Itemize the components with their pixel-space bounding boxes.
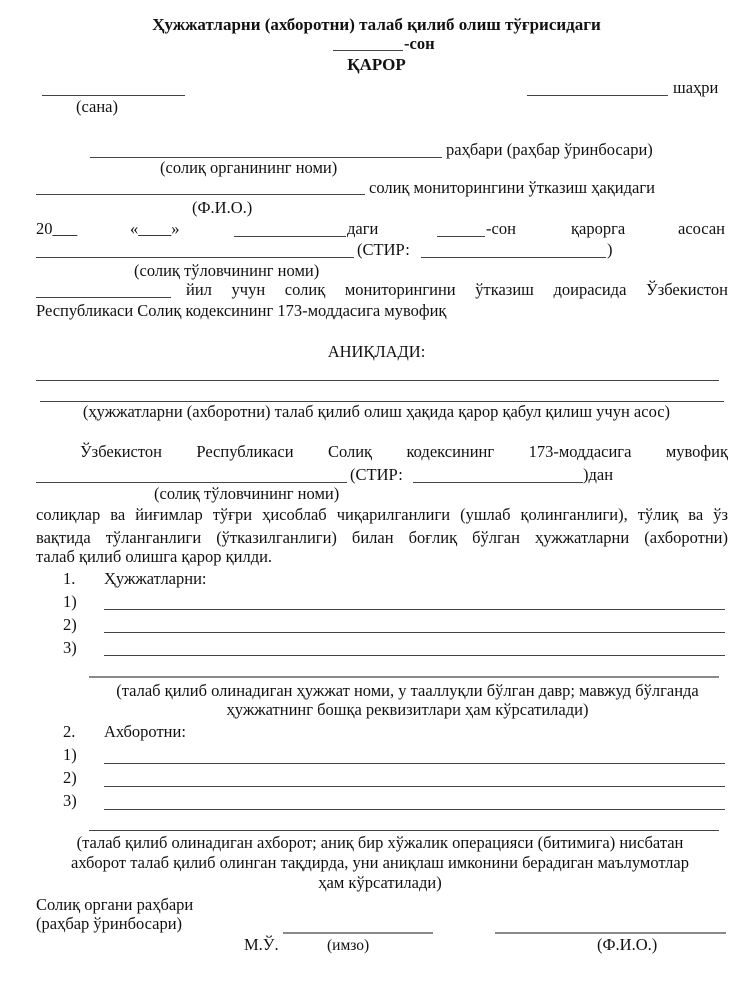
order-number-field[interactable] [437,236,485,237]
section-1-item-3-field[interactable] [104,655,725,656]
section-2-item-3-field[interactable] [104,809,725,810]
established-heading: АНИҚЛАДИ: [327,342,426,361]
section-2-item-3-label: 3) [63,791,77,810]
word: ўтказиш [475,280,534,299]
signature-caption: (имзо) [327,937,370,954]
taxpayer-caption: (солиқ тўловчининг номи) [134,261,320,280]
date-caption: (сана) [76,97,118,116]
section-2-item-2-label: 2) [63,768,77,787]
section-1-caption-2: ҳужжатнинг бошқа реквизитлари ҳам кўрсатилади) [226,700,589,719]
decision-stir-suffix: )дан [583,465,614,484]
body-text: вақтида тўланганлиги (ўтказилганлиги) билан боғлиқ бўлган ҳужжатларни (ахборотни) [36,528,728,547]
year-monitoring-line [186,282,728,299]
year-field[interactable]: 20___ [36,219,78,238]
section-2-title: Ахборотни: [104,722,186,741]
month-field[interactable] [234,236,346,237]
decision-number-suffix: -сон [404,34,435,53]
document-type-heading: ҚАРОР [347,55,406,74]
word: доирасида [553,280,627,299]
section-1-item-2-field[interactable] [104,632,725,633]
decision-taxpayer-caption: (солиқ тўловчининг номи) [154,484,340,503]
document-title: Ҳужжатларни (ахборотни) талаб қилиб олиш тўғрисидаги [152,15,601,34]
word: Республикаси [196,442,294,461]
seal-label: М.Ў. [244,935,279,954]
year-period-field[interactable] [36,297,171,298]
head-suffix: раҳбари (раҳбар ўринбосари) [446,140,653,159]
stir-field[interactable] [421,257,606,258]
monitoring-suffix: солиқ мониторингини ўтказиш ҳақидаги [369,178,655,197]
basis-line-1[interactable] [36,380,719,381]
decision-taxpayer-field[interactable] [36,482,347,483]
basis-caption: (ҳужжатларни (ахборотни) талаб қилиб олиш ҳақида қарор қабул қилиш учун асос) [82,402,671,421]
signer-fio-caption: (Ф.И.О.) [597,935,658,954]
section-2-item-1-label: 1) [63,745,77,764]
signer-role-line-2: (раҳбар ўринбосари) [36,914,183,933]
decision-word: қарорга [571,219,626,238]
section-2-caption-1: (талаб қилиб олинадиган ахборот; аниқ бир хўжалик операцияси (битимига) нисбатан [76,833,684,852]
section-1-item-2-label: 2) [63,615,77,634]
section-2-extra-line[interactable] [89,830,719,831]
signer-role-line-1: Солиқ органи раҳбари [36,895,194,914]
word: Солиқ [327,442,373,461]
decision-body-last: талаб қилиб олишга қарор қилди. [36,547,273,566]
word: йил [186,280,212,299]
word: Ўзбекистон [646,280,728,299]
section-1-extra-line[interactable] [89,676,719,678]
word: мувофиқ [665,442,728,461]
section-1-item-1-field[interactable] [104,609,725,610]
stir-close: ) [607,240,613,259]
fio-field[interactable] [36,194,365,195]
stir-label: (СТИР: [357,240,410,259]
section-2-caption-2: ахборот талаб қилиб олинган тақдирда, уни аниқлаш имконини берадиган маълумотлар [71,853,689,872]
city-suffix: шаҳри [673,78,719,97]
decision-body-line-1 [36,507,728,524]
order-number-suffix: -сон [486,219,516,238]
signature-field[interactable] [283,932,433,934]
taxpayer-name-field[interactable] [36,257,354,258]
word: Ўзбекистон [80,442,162,461]
section-2-item-2-field[interactable] [104,786,725,787]
decision-body-line-2 [36,530,728,547]
section-1-item-3-label: 3) [63,638,77,657]
decision-number-field[interactable] [333,50,403,51]
date-field[interactable] [42,95,185,96]
code-line: Республикаси Солиқ кодексининг 173-моддасига мувофиқ [36,301,447,320]
city-field[interactable] [527,95,668,96]
section-1-item-1-label: 1) [63,592,77,611]
decision-stir-label: (СТИР: [350,465,403,484]
section-2-caption-3: ҳам кўрсатилади) [318,873,442,892]
word: кодексининг [406,442,495,461]
day-field[interactable]: «____» [130,219,180,238]
section-1-number: 1. [63,569,76,588]
decision-intro-line [80,444,728,461]
word: солиқ [284,280,326,299]
word: 173-моддасига [528,442,632,461]
word: мониторингини [344,280,456,299]
fio-caption: (Ф.И.О.) [192,198,253,217]
signer-fio-field[interactable] [495,932,726,934]
section-2-item-1-field[interactable] [104,763,725,764]
tax-authority-caption: (солиқ органининг номи) [160,158,338,177]
body-text: солиқлар ва йиғимлар тўғри ҳисоблаб чиқарилганлиги (ушлаб қолинганлиги), тўлиқ ва ўз [36,505,728,524]
section-1-caption-1: (талаб қилиб олинадиган ҳужжат номи, у тааллуқли бўлган давр; мавжуд бўлганда [116,681,699,700]
dated-suffix: даги [347,219,379,238]
word: учун [231,280,266,299]
decision-stir-field[interactable] [413,482,583,483]
based-word: асосан [678,219,725,238]
section-2-number: 2. [63,722,76,741]
section-1-title: Ҳужжатларни: [104,569,207,588]
